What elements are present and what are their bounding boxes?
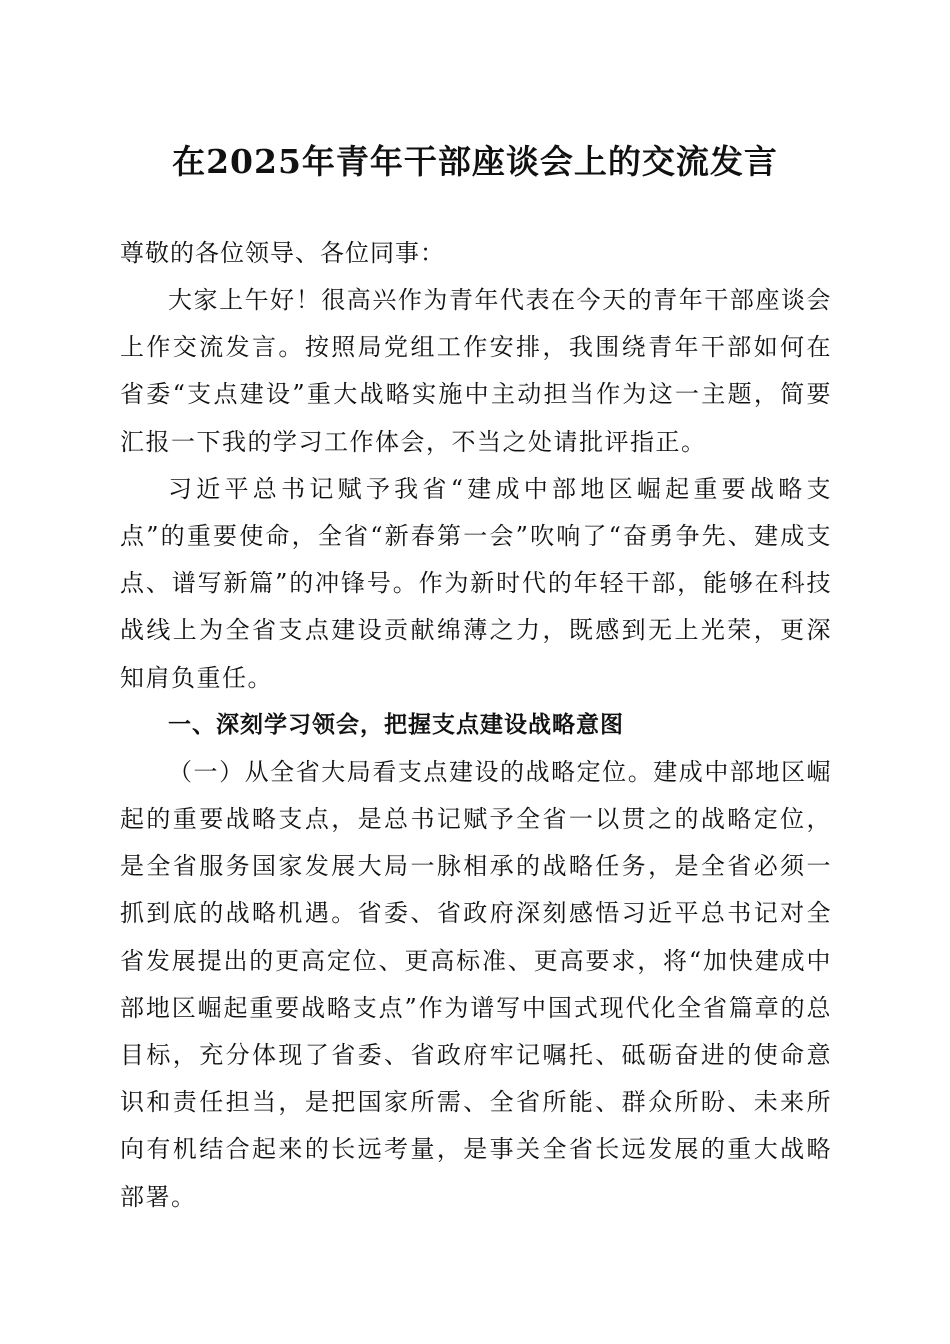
salutation: 尊敬的各位领导、各位同事：: [120, 239, 445, 267]
paragraph-strategic-position: （一）从全省大局看支点建设的战略定位。建成中部地区崛起的重要战略支点，是总书记赋予全省一以贯之的战略定位，是全省服务国家发展大局一脉相承的战略任务，是全省必须一抓到底的战略机遇。省委、省政府深刻感悟习近平总书记对全省发展提出的更高定位、更高标准、更高要求，将“加快建成中部地区崛起重要战略支点”作为谱写中国式现代化全省篇章的总目标，充分体现了省委、省政府牢记嘱托、砥砺奋进的使命意识和责任担当，是把国家所需、全省所能、群众所盼、未来所向有机结合起来的长远考量，是事关全省长远发展的重大战略部署。: [120, 757, 832, 1211]
paragraph-mission: 习近平总书记赋予我省“建成中部地区崛起重要战略支点”的重要使命，全省“新春第一会”吹响了“奋勇争先、建成支点、谱写新篇”的冲锋号。作为新时代的年轻干部，能够在科技战线上为全省支点建设贡献绵薄之力，既感到无上光荣，更深知肩负重任。: [120, 474, 832, 692]
section-heading: 一、深刻学习领会，把握支点建设战略意图: [168, 711, 624, 738]
document-title: 在2025年青年干部座谈会上的交流发言: [172, 142, 778, 181]
paragraph-greeting: 大家上午好！很高兴作为青年代表在今天的青年干部座谈会上作交流发言。按照局党组工作安排，我围绕青年干部如何在省委“支点建设”重大战略实施中主动担当作为这一主题，简要汇报一下我的学习工作体会，不当之处请批评指正。: [120, 286, 832, 456]
document-body: [120, 230, 832, 1221]
